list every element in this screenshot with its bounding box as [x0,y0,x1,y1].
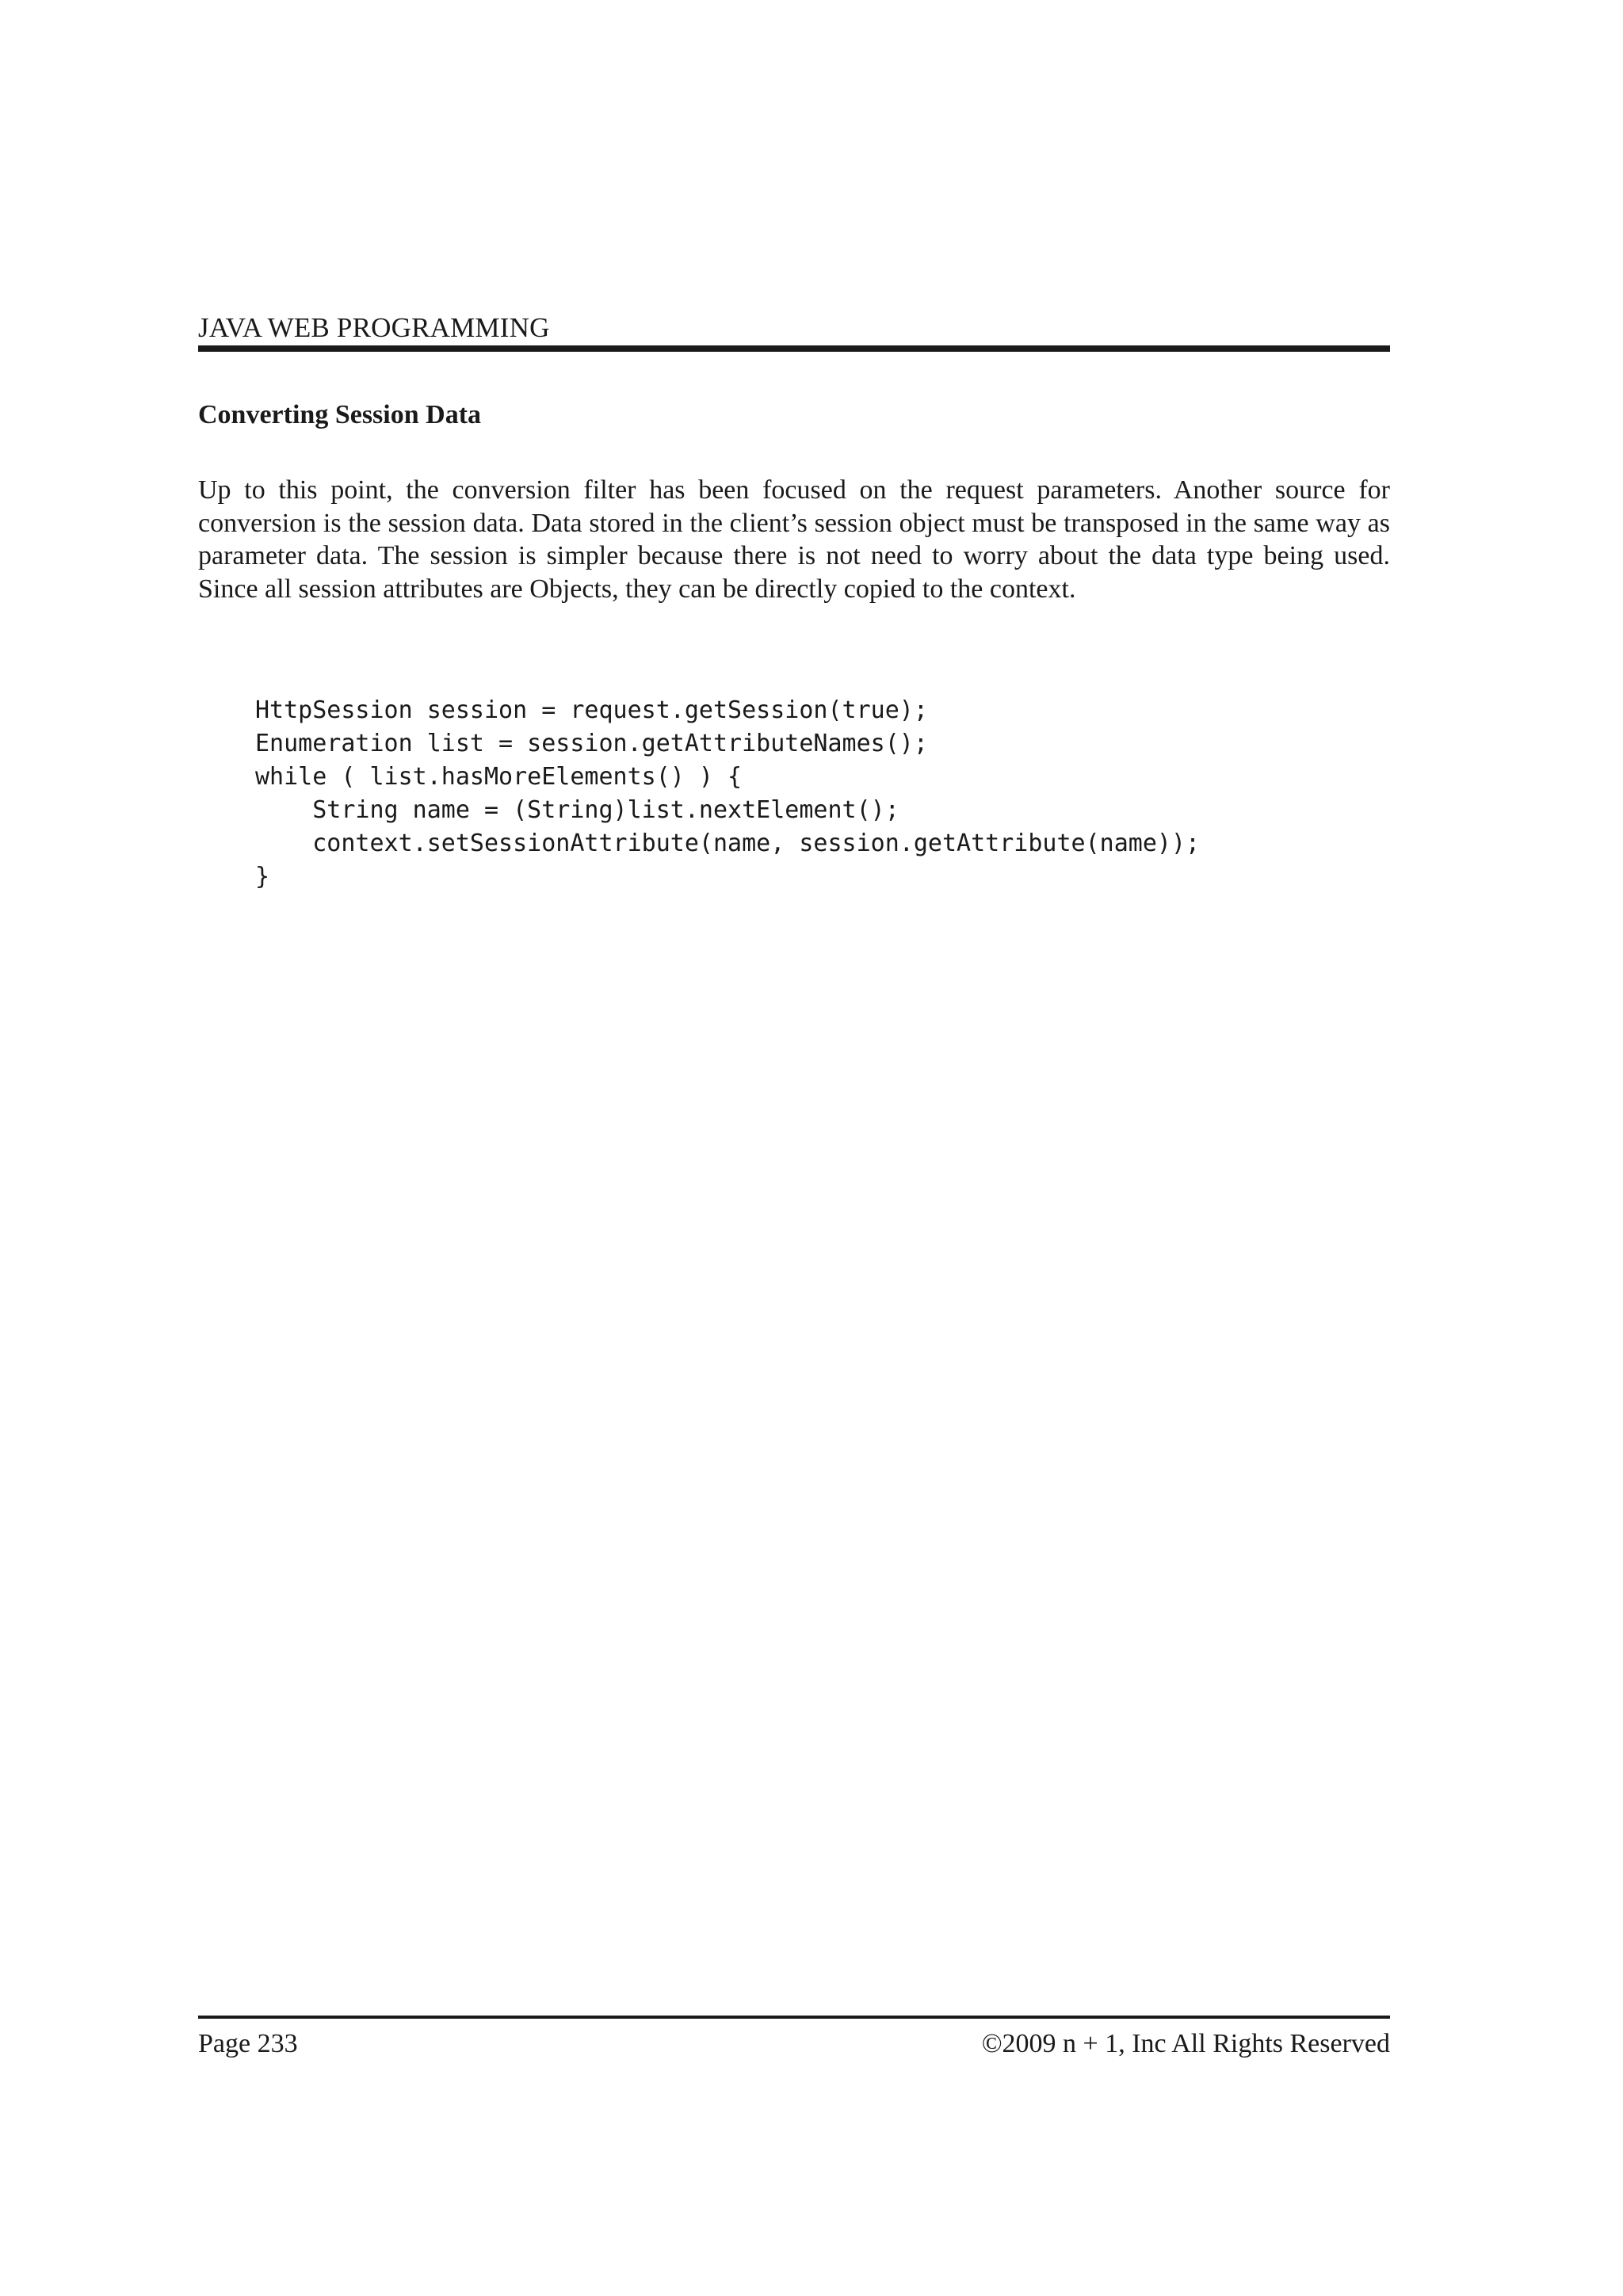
code-line: String name = (String)list.nextElement(); [255,796,899,824]
code-line: Enumeration list = session.getAttributeNames(); [255,730,928,757]
code-line: } [255,863,270,891]
code-block [255,694,1200,894]
header-rule [198,345,1390,352]
page-number: Page 233 [198,2029,298,2058]
running-header: JAVA WEB PROGRAMMING [198,312,550,343]
section-title: Converting Session Data [198,400,482,429]
code-line: context.setSessionAttribute(name, session.getAttribute(name)); [255,830,1201,857]
code-line: while ( list.hasMoreElements() ) { [255,763,743,791]
footer-rule [198,2016,1390,2019]
code-line: HttpSession session = request.getSession(true); [255,696,928,724]
copyright-text: 2009 n + 1, Inc All Rights Reserved [1002,2029,1390,2058]
body-paragraph: Up to this point, the conversion filter has been focused on the request parameters. Another source for conversion is the session data. Data stored in the client’s session object must be transposed in the same way as parameter data. The session is simpler because there is not need to worry about the data type being used. Since all session attributes are Objects, they can be directly copied to the context. [198,475,1390,604]
copyright-symbol: © [981,2029,1002,2058]
copyright-notice [982,2027,1390,2061]
